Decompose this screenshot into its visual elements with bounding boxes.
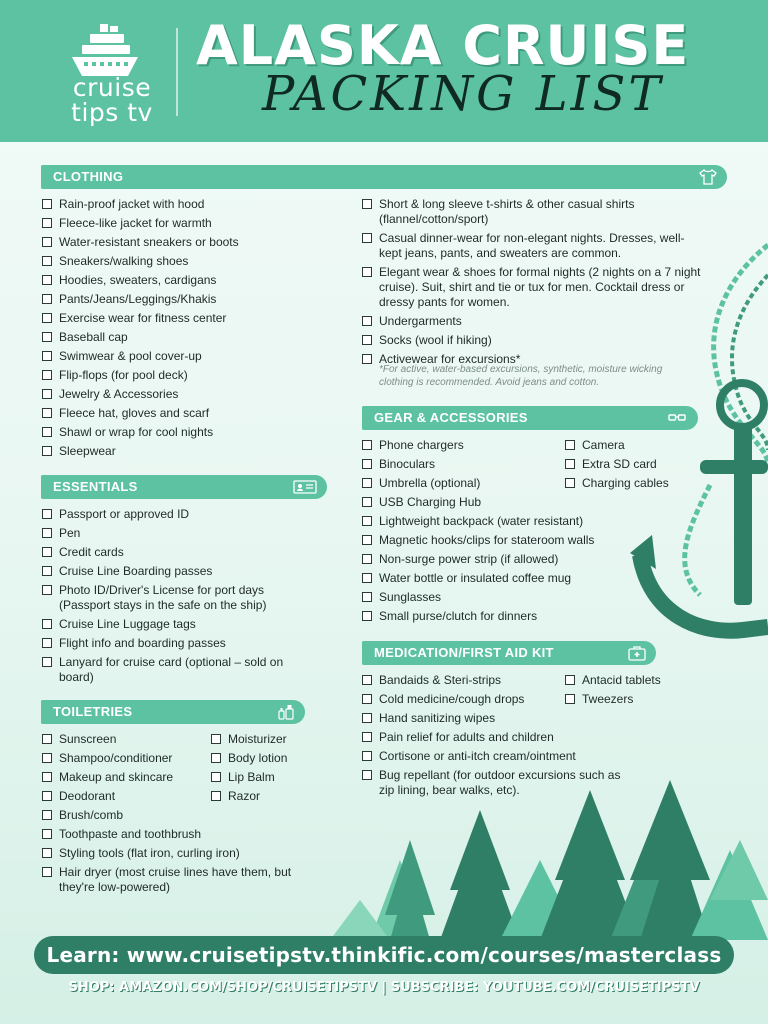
item-label: Sunglasses [379, 590, 442, 604]
item-label: Cold medicine/cough drops [379, 692, 525, 706]
item-label: Sneakers/walking shoes [59, 254, 189, 268]
checkbox[interactable] [362, 732, 372, 742]
checkbox[interactable] [565, 675, 575, 685]
checklist-item[interactable] [211, 770, 321, 785]
checklist-item[interactable] [42, 827, 292, 842]
checklist-item[interactable] [42, 617, 312, 632]
item-label: Baseball cap [59, 330, 128, 344]
checkbox[interactable] [362, 554, 372, 564]
item-label: Socks (wool if hiking) [379, 333, 492, 347]
item-label: Undergarments [379, 314, 462, 328]
checkbox[interactable] [42, 829, 52, 839]
checklist-item[interactable] [362, 730, 622, 745]
checkbox[interactable] [362, 592, 372, 602]
checklist-item[interactable] [565, 438, 695, 453]
checkbox[interactable] [362, 535, 372, 545]
section-header-clothing [41, 165, 727, 189]
clothing-footnote: *For active, water-based excursions, synthetic, moisture wicking clothing is recommended. Avoid jeans and cotton. [379, 364, 663, 388]
checklist-item[interactable] [42, 273, 332, 288]
checklist-item[interactable] [362, 768, 622, 798]
checkbox[interactable] [42, 848, 52, 858]
item-label: Pen [59, 526, 81, 540]
checklist-item[interactable] [42, 545, 312, 560]
checklist-item[interactable] [42, 583, 312, 613]
checkbox[interactable] [42, 867, 52, 877]
item-label: Antacid tablets [582, 673, 661, 687]
item-label: Small purse/clutch for dinners [379, 609, 538, 623]
clothing-list-right [362, 197, 702, 371]
checkbox[interactable] [42, 657, 52, 667]
item-label: Fleece hat, gloves and scarf [59, 406, 210, 420]
item-label: Hair dryer (most cruise lines have them, but they're low-powered) [59, 865, 292, 894]
checklist-item[interactable] [565, 476, 695, 491]
section-header-toiletries [41, 700, 305, 724]
item-label: Non-surge power strip (if allowed) [379, 552, 559, 566]
logo-text-cruise: cruise [72, 73, 152, 102]
checkbox[interactable] [42, 547, 52, 557]
item-label: Rain-proof jacket with hood [59, 197, 205, 211]
checkbox[interactable] [211, 772, 221, 782]
checkbox[interactable] [42, 427, 52, 437]
course-link-banner[interactable]: Learn: www.cruisetipstv.thinkific.com/courses/masterclass [34, 936, 734, 974]
page-subtitle: PACKING LIST [262, 66, 664, 122]
checklist-item[interactable] [362, 495, 622, 510]
item-label: USB Charging Hub [379, 495, 482, 509]
shirt-icon [699, 169, 717, 185]
item-label: Shampoo/conditioner [59, 751, 173, 765]
item-label: Razor [228, 789, 261, 803]
checkbox[interactable] [42, 313, 52, 323]
ship-icon [70, 24, 140, 80]
checkbox[interactable] [362, 516, 372, 526]
section-title-medication: MEDICATION/FIRST AID KIT [374, 645, 554, 660]
checklist-item[interactable] [42, 330, 332, 345]
checkbox[interactable] [362, 694, 372, 704]
checkbox[interactable] [42, 351, 52, 361]
logo-text-tipstv: tips tv [71, 98, 153, 127]
section-header-medication [362, 641, 656, 665]
checklist-item[interactable] [42, 292, 332, 307]
page-title: ALASKA CRUISE [196, 14, 690, 77]
checkbox[interactable] [362, 675, 372, 685]
checkbox[interactable] [42, 753, 52, 763]
item-label: Extra SD card [582, 457, 657, 471]
item-label: Short & long sleeve t-shirts & other casual shirts (flannel/cotton/sport) [379, 197, 635, 226]
checkbox[interactable] [42, 256, 52, 266]
item-label: Deodorant [59, 789, 116, 803]
checkbox[interactable] [211, 734, 221, 744]
checkbox[interactable] [42, 370, 52, 380]
checklist-item[interactable] [42, 387, 332, 402]
checklist-item[interactable] [42, 655, 312, 685]
checkbox[interactable] [42, 638, 52, 648]
clothing-list-left [42, 197, 332, 463]
item-label: Pants/Jeans/Leggings/Khakis [59, 292, 217, 306]
item-label: Sunscreen [59, 732, 117, 746]
checklist-item[interactable] [42, 846, 292, 861]
checkbox[interactable] [42, 389, 52, 399]
section-header-essentials [41, 475, 327, 499]
item-label: Exercise wear for fitness center [59, 311, 227, 325]
item-label: Body lotion [228, 751, 288, 765]
checkbox[interactable] [362, 335, 372, 345]
item-label: Umbrella (optional) [379, 476, 481, 490]
checkbox[interactable] [362, 440, 372, 450]
item-label: Bug repellant (for outdoor excursions such as zip lining, bear walks, etc). [379, 768, 621, 797]
item-label: Casual dinner-wear for non-elegant nights. Dresses, well-kept jeans, pants, and sweaters are common. [379, 231, 685, 260]
item-label: Elegant wear & shoes for formal nights (2 nights on a 7 night cruise). Suit, shirt and tie or tux for men. Cocktail dress or dressy pants for women. [379, 265, 701, 309]
shop-subscribe-links[interactable]: SHOP: AMAZON.COM/SHOP/CRUISETIPSTV | SUBSCRIBE: YOUTUBE.COM/CRUISETIPSTV [68, 980, 700, 995]
item-label: Lip Balm [228, 770, 275, 784]
checklist-item[interactable] [42, 507, 312, 522]
checkbox[interactable] [42, 509, 52, 519]
checkbox[interactable] [42, 585, 52, 595]
section-header-gear [362, 406, 698, 430]
checkbox[interactable] [362, 611, 372, 621]
checkbox[interactable] [42, 199, 52, 209]
checkbox[interactable] [362, 751, 372, 761]
checkbox[interactable] [42, 619, 52, 629]
checklist-item[interactable] [362, 333, 702, 348]
item-label: Brush/comb [59, 808, 124, 822]
checkbox[interactable] [42, 528, 52, 538]
checkbox[interactable] [362, 713, 372, 723]
checkbox[interactable] [565, 440, 575, 450]
checkbox[interactable] [211, 791, 221, 801]
checkbox[interactable] [362, 267, 372, 277]
gear-list-b [565, 438, 695, 495]
checklist-item[interactable] [362, 231, 702, 261]
checkbox[interactable] [42, 332, 52, 342]
item-label: Jewelry & Accessories [59, 387, 179, 401]
glasses-icon [662, 410, 692, 426]
checklist-item[interactable] [565, 457, 695, 472]
checklist-item[interactable] [211, 789, 321, 804]
checklist-item[interactable] [362, 265, 702, 310]
checklist-item[interactable] [42, 526, 312, 541]
checkbox[interactable] [42, 791, 52, 801]
item-label: Fleece-like jacket for warmth [59, 216, 212, 230]
item-label: Magnetic hooks/clips for stateroom walls [379, 533, 595, 547]
checkbox[interactable] [362, 478, 372, 488]
checklist-item[interactable] [362, 314, 702, 329]
checkbox[interactable] [362, 573, 372, 583]
checkbox[interactable] [42, 237, 52, 247]
section-title-gear: GEAR & ACCESSORIES [374, 410, 528, 425]
checklist-item[interactable] [42, 636, 312, 651]
checkbox[interactable] [42, 218, 52, 228]
item-label: Shawl or wrap for cool nights [59, 425, 214, 439]
toiletries-icon [277, 704, 295, 720]
item-label: Flight info and boarding passes [59, 636, 226, 650]
checkbox[interactable] [362, 497, 372, 507]
item-label: Moisturizer [228, 732, 287, 746]
item-label: Pain relief for adults and children [379, 730, 554, 744]
item-label: Bandaids & Steri-strips [379, 673, 502, 687]
essentials-list [42, 507, 312, 689]
checklist-item[interactable] [362, 749, 622, 764]
item-label: Flip-flops (for pool deck) [59, 368, 188, 382]
item-label: Cruise Line Luggage tags [59, 617, 196, 631]
checkbox[interactable] [42, 275, 52, 285]
checkbox[interactable] [211, 753, 221, 763]
section-title-toiletries: TOILETRIES [53, 704, 133, 719]
checkbox[interactable] [42, 408, 52, 418]
checklist-item[interactable] [42, 216, 332, 231]
checkbox[interactable] [565, 694, 575, 704]
item-label: Water-resistant sneakers or boots [59, 235, 239, 249]
id-card-icon [293, 479, 317, 495]
checklist-item[interactable] [362, 609, 622, 624]
item-label: Credit cards [59, 545, 124, 559]
checklist-item[interactable] [42, 235, 332, 250]
checklist-item[interactable] [42, 865, 292, 895]
checkbox[interactable] [362, 233, 372, 243]
section-title-essentials: ESSENTIALS [53, 479, 138, 494]
item-label: Phone chargers [379, 438, 464, 452]
checklist-item[interactable] [211, 751, 321, 766]
checklist-item[interactable] [42, 564, 312, 579]
checklist-item[interactable] [42, 311, 332, 326]
item-label: Swimwear & pool cover-up [59, 349, 202, 363]
checklist-item[interactable] [362, 197, 702, 227]
checkbox[interactable] [42, 566, 52, 576]
checkbox[interactable] [565, 459, 575, 469]
checkbox[interactable] [565, 478, 575, 488]
checklist-item[interactable] [42, 254, 332, 269]
item-label: Binoculars [379, 457, 436, 471]
checkbox[interactable] [42, 810, 52, 820]
medication-list-b [565, 673, 695, 711]
item-label: Charging cables [582, 476, 669, 490]
item-label: Activewear for excursions* [379, 352, 521, 366]
item-label: Lightweight backpack (water resistant) [379, 514, 584, 528]
item-label: Passport or approved ID [59, 507, 190, 521]
checklist-item[interactable] [565, 692, 695, 707]
checkbox[interactable] [42, 734, 52, 744]
item-label: Hand sanitizing wipes [379, 711, 496, 725]
checkbox[interactable] [42, 772, 52, 782]
checklist-item[interactable] [42, 197, 332, 212]
checklist-item[interactable] [362, 552, 622, 567]
page-header [0, 0, 768, 142]
checklist-item[interactable] [42, 444, 332, 459]
checklist-item[interactable] [42, 425, 332, 440]
section-title-clothing: CLOTHING [53, 169, 124, 184]
checkbox[interactable] [362, 316, 372, 326]
item-label: Cortisone or anti-itch cream/ointment [379, 749, 576, 763]
checklist-item[interactable] [42, 349, 332, 364]
checkbox[interactable] [42, 446, 52, 456]
item-label: Photo ID/Driver's License for port days (Passport stays in the safe on the ship) [59, 583, 267, 612]
checklist-item[interactable] [565, 673, 695, 688]
brand-logo [56, 20, 166, 125]
checklist-item[interactable] [362, 711, 622, 726]
checklist-item[interactable] [42, 406, 332, 421]
checklist-item[interactable] [362, 533, 622, 548]
item-label: Styling tools (flat iron, curling iron) [59, 846, 240, 860]
item-label: Sleepwear [59, 444, 116, 458]
item-label: Makeup and skincare [59, 770, 174, 784]
checklist-item[interactable] [211, 732, 321, 747]
checkbox[interactable] [362, 354, 372, 364]
item-label: Tweezers [582, 692, 634, 706]
checklist-item[interactable] [362, 571, 622, 586]
item-label: Camera [582, 438, 625, 452]
item-label: Hoodies, sweaters, cardigans [59, 273, 217, 287]
checkbox[interactable] [362, 459, 372, 469]
first-aid-icon [628, 645, 646, 661]
checkbox[interactable] [362, 199, 372, 209]
checklist-item[interactable] [362, 590, 622, 605]
item-label: Toothpaste and toothbrush [59, 827, 202, 841]
checkbox[interactable] [42, 294, 52, 304]
item-label: Lanyard for cruise card (optional – sold on board) [59, 655, 284, 684]
checklist-item[interactable] [42, 808, 292, 823]
item-label: Water bottle or insulated coffee mug [379, 571, 572, 585]
checklist-item[interactable] [362, 514, 622, 529]
item-label: Cruise Line Boarding passes [59, 564, 213, 578]
checklist-item[interactable] [42, 368, 332, 383]
checkbox[interactable] [362, 770, 372, 780]
toiletries-list-b [211, 732, 321, 808]
header-divider [176, 28, 178, 116]
